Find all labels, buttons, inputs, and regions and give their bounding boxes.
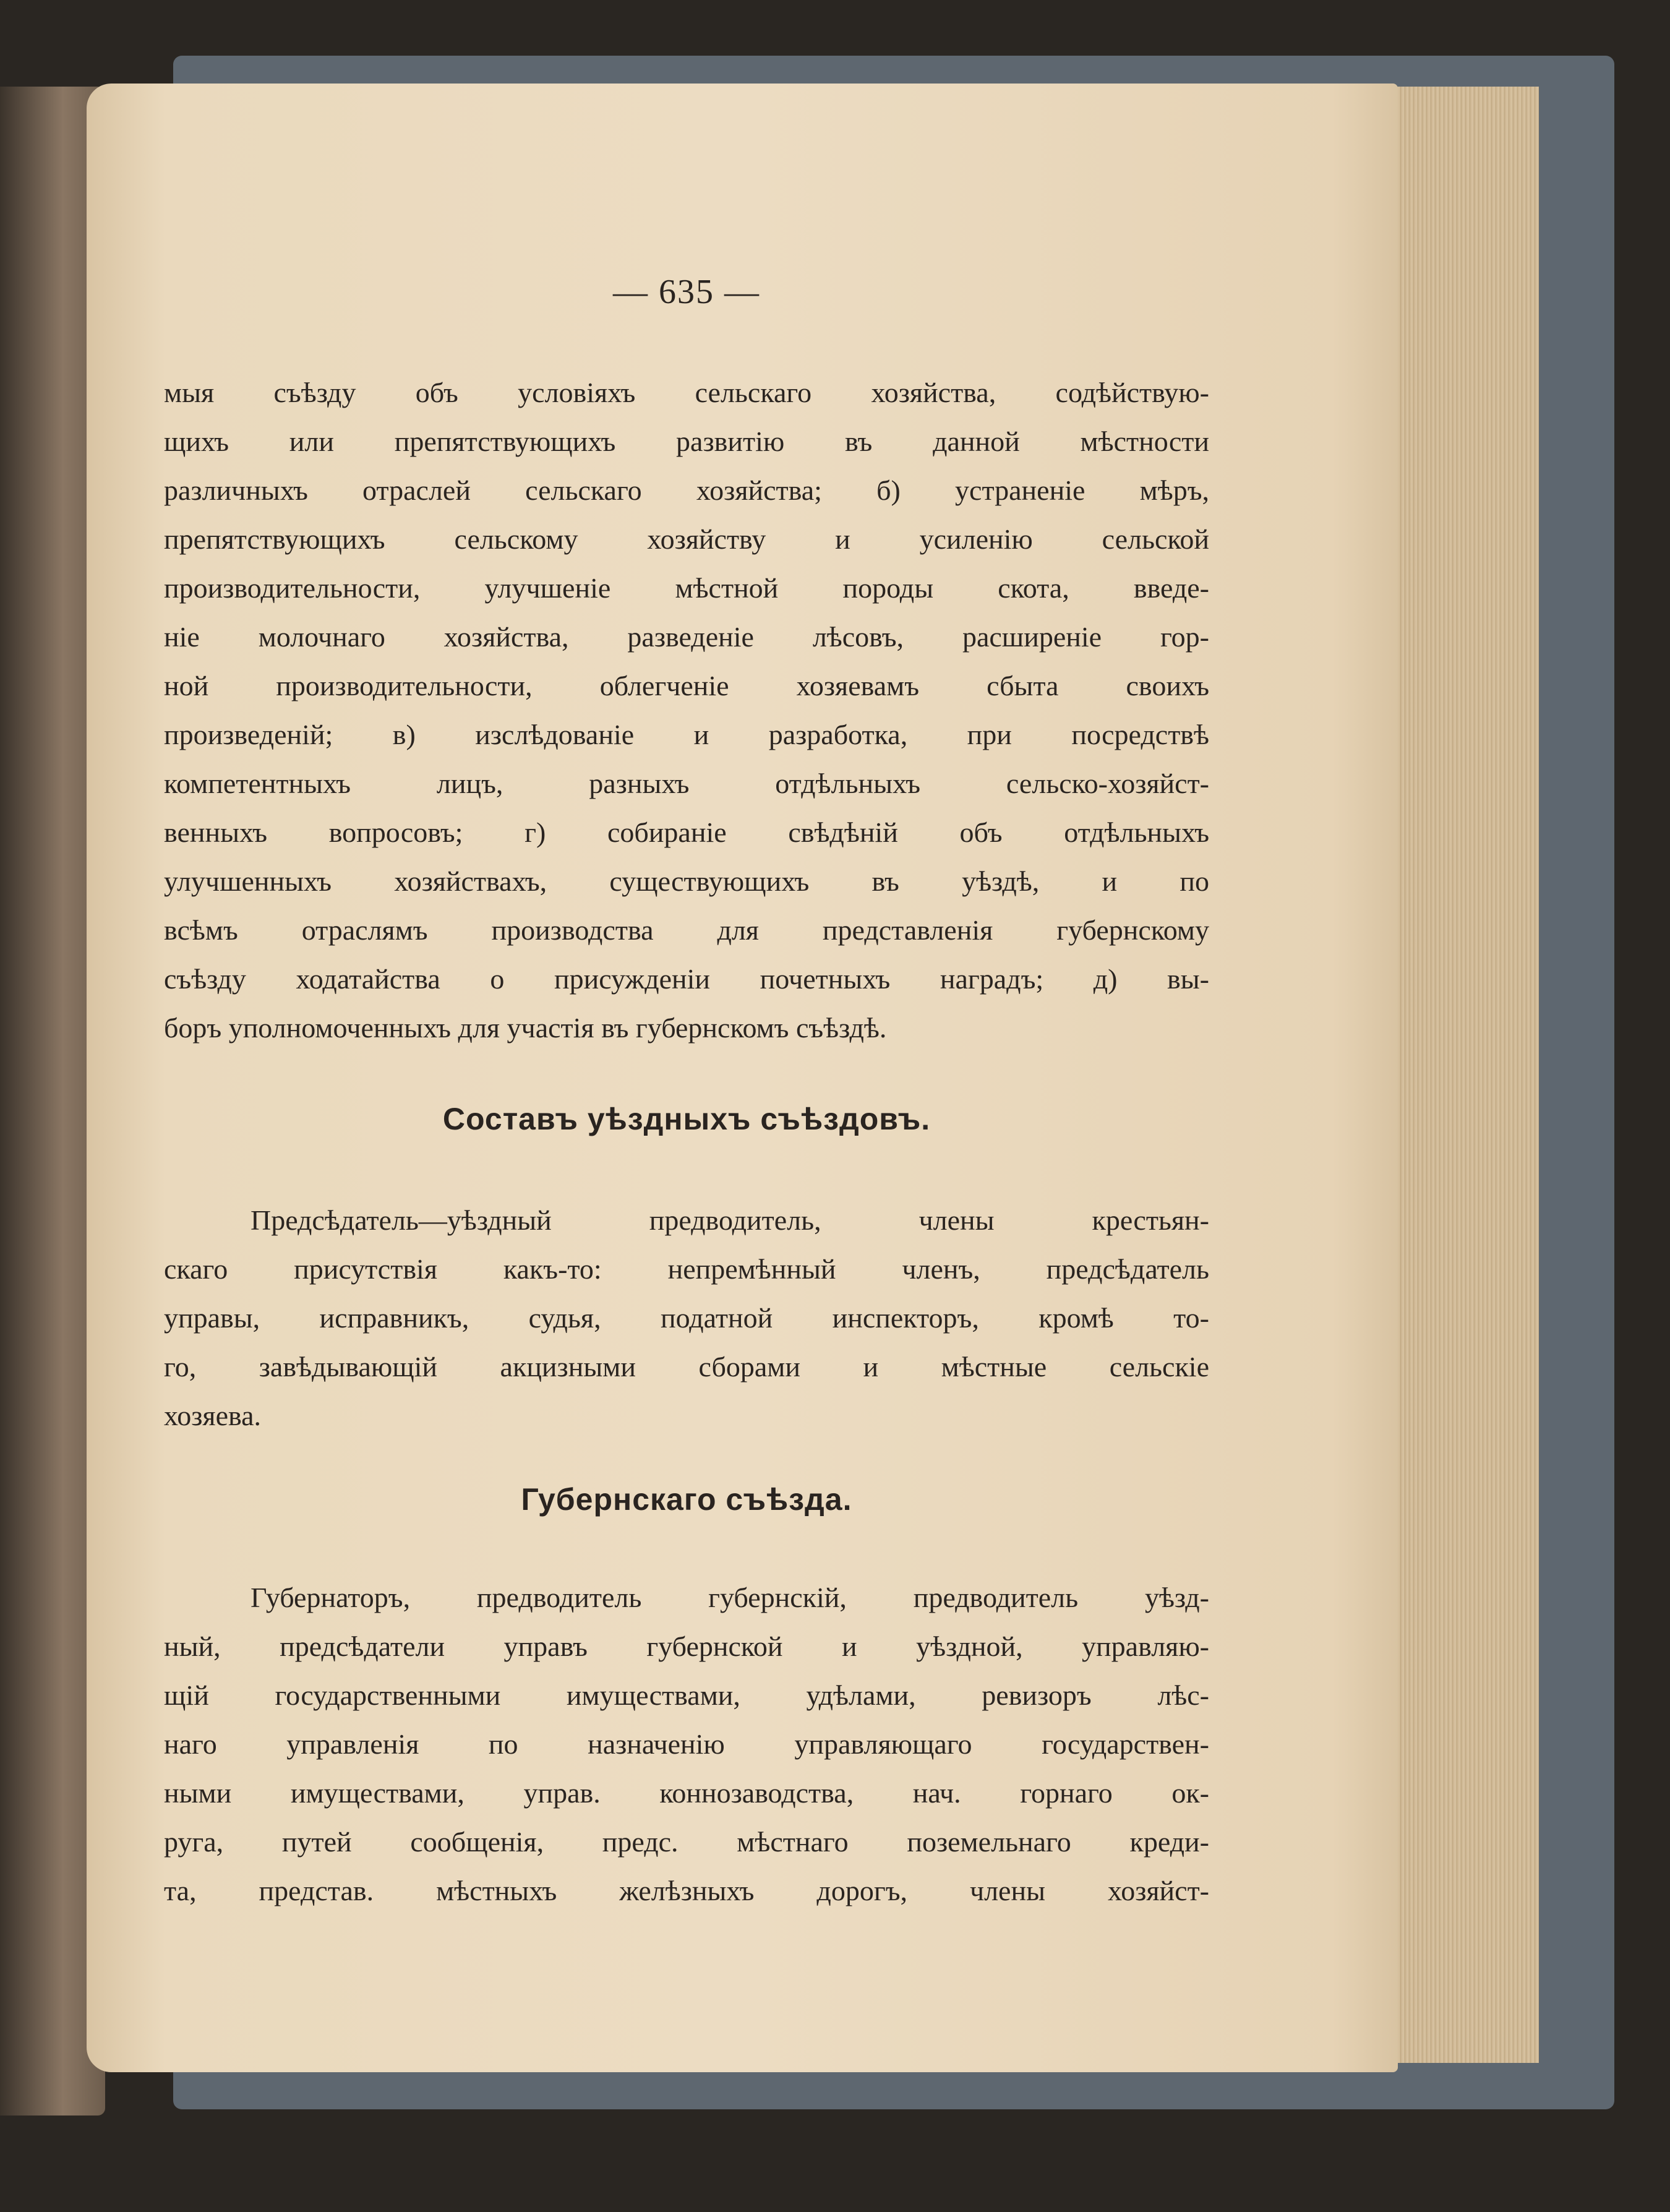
- text-line: съѣзду ходатайства о присужденіи почетныхъ наградъ; д) вы-: [164, 963, 1209, 995]
- section-heading-district: Составъ уѣздныхъ съѣздовъ.: [442, 1102, 931, 1136]
- text-line: управы, исправникъ, судья, податной инспекторъ, кромѣ то-: [164, 1302, 1209, 1334]
- text-line: улучшенныхъ хозяйствахъ, существующихъ въ уѣздѣ, и по: [164, 865, 1209, 897]
- page-number: — 635 —: [613, 273, 760, 311]
- text-line: компетентныхъ лицъ, разныхъ отдѣльныхъ сельско-хозяйст-: [164, 768, 1209, 799]
- text-line: производительности, улучшеніе мѣстной породы скота, введе-: [164, 572, 1209, 604]
- text-line: венныхъ вопросовъ; г) собираніе свѣдѣній объ отдѣльныхъ: [164, 817, 1209, 848]
- text-line: наго управленія по назначенію управляющаго государствен-: [164, 1728, 1209, 1760]
- text-line: ный, предсѣдатели управъ губернской и уѣздной, управляю-: [164, 1631, 1209, 1662]
- section-heading-provincial: Губернскаго съѣзда.: [521, 1482, 852, 1517]
- text-line: препятствующихъ сельскому хозяйству и усиленію сельской: [164, 523, 1209, 555]
- text-line: хозяева.: [164, 1400, 262, 1431]
- text-line: различныхъ отраслей сельскаго хозяйства; б) устраненіе мѣръ,: [164, 474, 1209, 506]
- text-line: щій государственными имуществами, удѣлами, ревизоръ лѣс-: [164, 1679, 1209, 1711]
- text-line: щихъ или препятствующихъ развитію въ данной мѣстности: [164, 426, 1209, 457]
- text-line: боръ уполномоченныхъ для участія въ губернскомъ съѣздѣ.: [164, 1012, 887, 1044]
- text-line: всѣмъ отраслямъ производства для представленія губернскому: [164, 914, 1209, 946]
- text-line: ной производительности, облегченіе хозяевамъ сбыта своихъ: [164, 670, 1209, 701]
- text-line: руга, путей сообщенія, предс. мѣстнаго поземельнаго креди-: [164, 1826, 1209, 1858]
- text-line: ніе молочнаго хозяйства, разведеніе лѣсовъ, расширеніе гор-: [164, 621, 1209, 653]
- text-line: Губернаторъ, предводитель губернскій, предводитель уѣзд-: [250, 1582, 1209, 1613]
- page-edges: [1395, 87, 1539, 2063]
- text-line: произведеній; в) изслѣдованіе и разработка, при посредствѣ: [164, 719, 1209, 750]
- text-line: го, завѣдывающій акцизными сборами и мѣстные сельскіе: [164, 1351, 1209, 1382]
- text-line: мыя съѣзду объ условіяхъ сельскаго хозяйства, содѣйствую-: [164, 377, 1209, 408]
- text-line: та, представ. мѣстныхъ желѣзныхъ дорогъ, члены хозяйст-: [164, 1875, 1209, 1906]
- text-line: скаго присутствія какъ-то: непремѣнный членъ, предсѣдатель: [164, 1253, 1209, 1285]
- text-line: Предсѣдатель—уѣздный предводитель, члены крестьян-: [250, 1204, 1209, 1236]
- text-line: ными имуществами, управ. коннозаводства, нач. горнаго ок-: [164, 1777, 1209, 1809]
